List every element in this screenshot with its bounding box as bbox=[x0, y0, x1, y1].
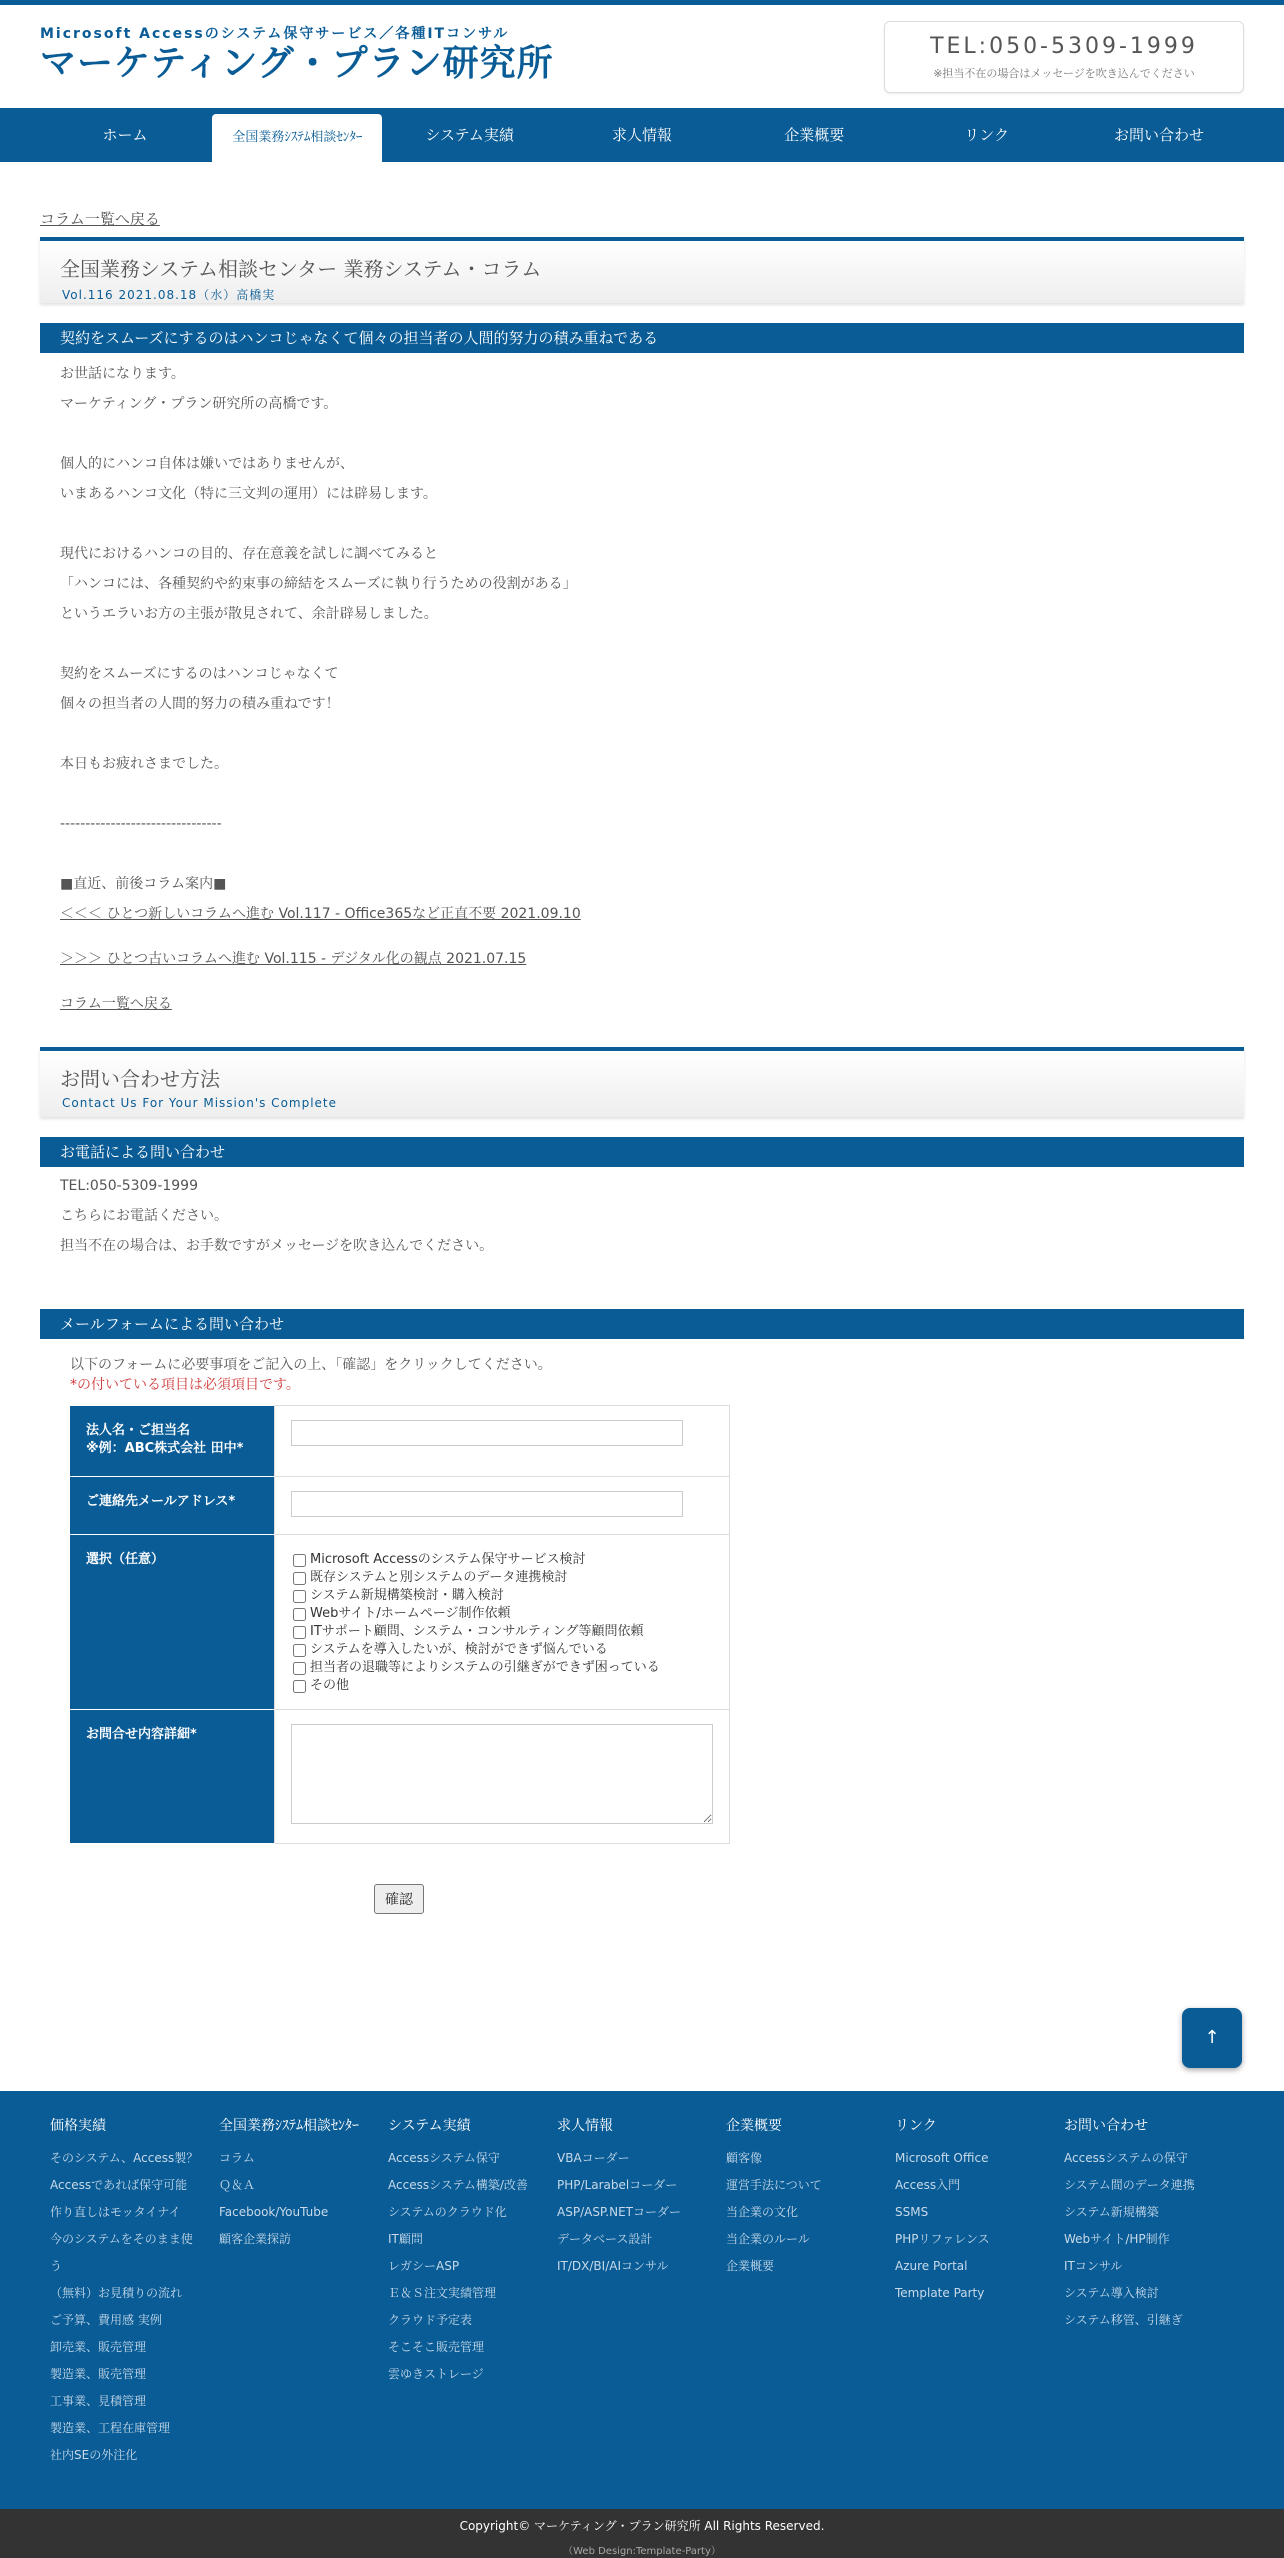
footer-link[interactable]: 工事業、見積管理 bbox=[50, 2394, 147, 2408]
article-line bbox=[60, 629, 1244, 659]
company-input[interactable] bbox=[291, 1420, 683, 1446]
contact-form bbox=[70, 1405, 730, 1844]
option-checkbox[interactable] bbox=[293, 1572, 306, 1585]
form-row-select bbox=[70, 1535, 730, 1710]
option-item[interactable] bbox=[291, 1659, 713, 1677]
footer-link[interactable]: システム移管、引継ぎ bbox=[1064, 2313, 1183, 2327]
option-item[interactable] bbox=[291, 1569, 713, 1587]
article-line bbox=[60, 839, 1244, 869]
option-checkbox[interactable] bbox=[293, 1680, 306, 1693]
form-row-company bbox=[70, 1406, 730, 1477]
footer-col-contact bbox=[1064, 2115, 1233, 2509]
footer-link[interactable]: Template Party bbox=[895, 2286, 985, 2300]
footer-heading[interactable]: 企業概要 bbox=[726, 2118, 782, 2134]
article-line: 個々の担当者の人間的努力の積み重ねです！ bbox=[60, 696, 340, 712]
site-footer bbox=[0, 2091, 1284, 2509]
footer-col-prices bbox=[50, 2115, 219, 2509]
form-row-email bbox=[70, 1477, 730, 1535]
contact-title: お問い合わせ方法 bbox=[60, 1067, 220, 1091]
footer-col-recruit bbox=[557, 2115, 726, 2509]
footer-col-company bbox=[726, 2115, 895, 2509]
article-title-box bbox=[40, 237, 1244, 303]
email-cell bbox=[275, 1477, 730, 1535]
footer-link[interactable]: （無料）お見積りの流れ bbox=[50, 2286, 183, 2300]
option-label: Microsoft Accessのシステム保守サービス検討 bbox=[310, 1552, 586, 1567]
nav-recruit[interactable]: 求人情報 bbox=[611, 126, 672, 144]
contact-title-box bbox=[40, 1047, 1244, 1117]
article-subtitle: Vol.116 2021.08.18（水）高橋実 bbox=[62, 288, 276, 302]
footer-link[interactable]: Accessであれば保守可能 bbox=[50, 2178, 188, 2192]
footer-heading[interactable]: 求人情報 bbox=[557, 2118, 613, 2134]
article-divider: -------------------------------- bbox=[60, 816, 222, 832]
tel-note: ※担当不在の場合はメッセージを吹き込んでください bbox=[933, 67, 1195, 80]
prev-column-link[interactable]: ＞＞＞ ひとつ古いコラムへ進む Vol.115 - デジタル化の観点 2021.07.15 bbox=[60, 951, 527, 967]
footer-link[interactable]: PHP/Larabelコーダー bbox=[557, 2178, 678, 2192]
footer-link[interactable]: レガシーASP bbox=[388, 2259, 460, 2273]
company-label bbox=[70, 1406, 275, 1477]
required-note: *の付いている項目は必須項目です。 bbox=[70, 1377, 300, 1393]
footer-link[interactable]: IT顧問 bbox=[388, 2232, 423, 2246]
footer-link[interactable]: そのシステム、Access製？ bbox=[50, 2151, 199, 2165]
arrow-up-icon: ↑ bbox=[1204, 2027, 1220, 2048]
option-label: その他 bbox=[310, 1678, 350, 1693]
article-line bbox=[60, 419, 1244, 449]
logo-subtitle: Microsoft Accessのシステム保守サービス／各種ITコンサル bbox=[40, 26, 510, 42]
option-checkbox[interactable] bbox=[293, 1554, 306, 1567]
site-logo[interactable] bbox=[40, 23, 554, 85]
article-line: 契約をスムーズにするのはハンコじゃなくて bbox=[60, 666, 339, 682]
footer-link[interactable]: クラウド予定表 bbox=[388, 2313, 473, 2327]
form-row-detail bbox=[70, 1710, 730, 1844]
phone-heading: お電話による問い合わせ bbox=[40, 1137, 1244, 1167]
nav-contact[interactable]: お問い合わせ bbox=[1113, 126, 1204, 144]
footer-link[interactable]: 企業概要 bbox=[726, 2259, 775, 2273]
footer-link[interactable]: 製造業、販売管理 bbox=[50, 2367, 147, 2381]
article-line bbox=[60, 719, 1244, 749]
footer-link[interactable]: Microsoft Office bbox=[895, 2151, 989, 2165]
option-checkbox[interactable] bbox=[293, 1608, 306, 1621]
form-intro bbox=[40, 1355, 1244, 1395]
option-label: 既存システムと別システムのデータ連携検討 bbox=[310, 1570, 568, 1585]
footer-link[interactable]: 社内SEの外注化 bbox=[50, 2448, 138, 2462]
option-checkbox[interactable] bbox=[293, 1626, 306, 1639]
option-item[interactable] bbox=[291, 1641, 713, 1659]
option-item[interactable] bbox=[291, 1551, 713, 1569]
footer-link[interactable]: 当企業のルール bbox=[726, 2232, 810, 2246]
footer-link[interactable]: Facebook/YouTube bbox=[219, 2205, 329, 2219]
phone-line: 担当不在の場合は、お手数ですがメッセージを吹き込んでください。 bbox=[60, 1238, 494, 1254]
site-header bbox=[0, 5, 1284, 103]
footer-link[interactable]: ITコンサル bbox=[1064, 2259, 1123, 2273]
footer-link[interactable]: データベース設計 bbox=[557, 2232, 653, 2246]
form-intro-text: 以下のフォームに必要事項をご記入の上、「確認」をクリックしてください。 bbox=[70, 1357, 552, 1373]
copyright-text: Copyright© マーケティング・プラン研究所 All Rights Reserved. bbox=[459, 2519, 825, 2533]
footer-link[interactable]: PHPリファレンス bbox=[895, 2232, 990, 2246]
nav-system-results[interactable]: システム実績 bbox=[425, 126, 514, 144]
select-label: 選択（任意） bbox=[70, 1535, 275, 1710]
contact-subtitle: Contact Us For Your Mission's Complete bbox=[62, 1096, 338, 1110]
article-line: 現代におけるハンコの目的、存在意義を試しに調べてみると bbox=[60, 546, 438, 562]
footer-link[interactable]: Accessシステム構築/改善 bbox=[388, 2178, 528, 2192]
footer-link[interactable]: Ｅ＆Ｓ注文実績管理 bbox=[388, 2286, 497, 2300]
footer-heading[interactable]: システム実績 bbox=[388, 2118, 471, 2134]
footer-link[interactable]: Accessシステムの保守 bbox=[1064, 2151, 1188, 2165]
article-line: マーケティング・プラン研究所の高橋です。 bbox=[60, 396, 338, 412]
footer-col-systems bbox=[388, 2115, 557, 2509]
company-label-example: ※例：ABC株式会社 田中* bbox=[86, 1440, 244, 1456]
next-column-link[interactable]: ＜＜＜ ひとつ新しいコラムへ進む Vol.117 - Office365など正直不要 2021.09.10 bbox=[60, 906, 581, 922]
option-item[interactable] bbox=[291, 1677, 713, 1695]
footer-link[interactable]: そこそこ販売管理 bbox=[388, 2340, 485, 2354]
footer-col-consult bbox=[219, 2115, 388, 2509]
footer-link[interactable]: 作り直しはモッタイナイ bbox=[50, 2205, 181, 2219]
detail-cell bbox=[275, 1710, 730, 1844]
company-cell bbox=[275, 1406, 730, 1477]
confirm-button[interactable]: 確認 bbox=[374, 1884, 424, 1914]
article-line: 個人的にハンコ自体は嫌いではありませんが、 bbox=[60, 456, 354, 472]
footer-col-links bbox=[895, 2115, 1064, 2509]
phone-info bbox=[40, 1171, 1244, 1261]
footer-link[interactable]: システム間のデータ連携 bbox=[1064, 2178, 1195, 2192]
option-item[interactable] bbox=[291, 1587, 713, 1605]
footer-heading[interactable]: お問い合わせ bbox=[1064, 2118, 1148, 2134]
article-title: 全国業務システム相談センター 業務システム・コラム bbox=[60, 257, 542, 281]
article-line: いまあるハンコ文化（特に三文判の運用）には辟易します。 bbox=[60, 486, 437, 502]
footer-link[interactable]: IT/DX/BI/AIコンサル bbox=[557, 2259, 669, 2273]
footer-link[interactable]: Accessシステム保守 bbox=[388, 2151, 500, 2165]
footer-link[interactable]: Ｑ＆Ａ bbox=[219, 2178, 256, 2192]
article-line bbox=[60, 779, 1244, 809]
nav-consult-center[interactable]: 全国業務ｼｽﾃﾑ相談ｾﾝﾀｰ bbox=[212, 114, 382, 162]
company-label-text: 法人名・ご担当名 bbox=[86, 1422, 191, 1438]
footer-heading[interactable]: リンク bbox=[895, 2118, 937, 2134]
article-body bbox=[40, 359, 1244, 1019]
footer-link[interactable]: ASP/ASP.NETコーダー bbox=[557, 2205, 682, 2219]
article-line: というエラいお方の主張が散見されて、余計辟易しました。 bbox=[60, 606, 438, 622]
footer-link[interactable]: システムのクラウド化 bbox=[388, 2205, 507, 2219]
option-label: Webサイト/ホームページ制作依頼 bbox=[310, 1606, 511, 1621]
footer-link[interactable]: 製造業、工程在庫管理 bbox=[50, 2421, 171, 2435]
article-line: 本日もお疲れさまでした。 bbox=[60, 756, 228, 772]
footer-link[interactable]: 卸売業、販売管理 bbox=[50, 2340, 147, 2354]
footer-link[interactable]: コラム bbox=[219, 2151, 255, 2165]
detail-textarea[interactable] bbox=[291, 1724, 713, 1824]
email-label: ご連絡先メールアドレス* bbox=[70, 1477, 275, 1535]
footer-link[interactable]: Azure Portal bbox=[895, 2259, 968, 2273]
footer-heading[interactable]: 全国業務ｼｽﾃﾑ相談ｾﾝﾀｰ bbox=[219, 2118, 359, 2134]
column-list-back-link-bottom[interactable]: コラム一覧へ戻る bbox=[60, 996, 172, 1012]
nav-home[interactable]: ホーム bbox=[102, 126, 148, 144]
option-label: システム新規構築検討・購入検討 bbox=[310, 1588, 504, 1603]
footer-link[interactable]: Access入門 bbox=[895, 2178, 961, 2192]
option-item[interactable] bbox=[291, 1623, 713, 1641]
mailform-heading: メールフォームによる問い合わせ bbox=[40, 1309, 1244, 1339]
detail-label: お問合せ内容詳細* bbox=[70, 1710, 275, 1844]
copyright-bar bbox=[0, 2509, 1284, 2558]
article-heading: 契約をスムーズにするのはハンコじゃなくて個々の担当者の人間的努力の積み重ねである bbox=[40, 323, 1244, 353]
footer-link[interactable]: Webサイト/HP制作 bbox=[1064, 2232, 1170, 2246]
main-content bbox=[40, 162, 1244, 1914]
tel-box bbox=[884, 21, 1244, 93]
nav-company[interactable]: 企業概要 bbox=[784, 126, 845, 144]
design-credit[interactable]: （Web Design:Template-Party） bbox=[563, 2546, 721, 2557]
footer-link[interactable]: VBAコーダー bbox=[557, 2151, 630, 2165]
option-checkbox[interactable] bbox=[293, 1590, 306, 1603]
phone-line: TEL:050-5309-1999 bbox=[60, 1178, 198, 1194]
article-line: お世話になります。 bbox=[60, 366, 185, 382]
footer-link[interactable]: 運営手法について bbox=[726, 2178, 822, 2192]
logo-title: マーケティング・プラン研究所 bbox=[40, 43, 554, 84]
select-cell bbox=[275, 1535, 730, 1710]
column-list-back-link[interactable]: コラム一覧へ戻る bbox=[40, 210, 160, 228]
tel-number: TEL:050-5309-1999 bbox=[930, 34, 1198, 59]
email-input[interactable] bbox=[291, 1491, 683, 1517]
article-line: ■直近、前後コラム案内■ bbox=[60, 876, 227, 892]
footer-link[interactable]: 今のシステムをそのまま使う bbox=[50, 2232, 193, 2273]
article-line: 「ハンコには、各種契約や約束事の締結をスムーズに執り行うための役割がある」 bbox=[60, 576, 577, 592]
phone-line: こちらにお電話ください。 bbox=[60, 1208, 228, 1224]
footer-heading[interactable]: 価格実績 bbox=[50, 2118, 106, 2134]
option-checkbox[interactable] bbox=[293, 1644, 306, 1657]
option-label: 担当者の退職等によりシステムの引継ぎができず困っている bbox=[310, 1660, 660, 1675]
footer-link[interactable]: ご予算、費用感 実例 bbox=[50, 2313, 162, 2327]
option-checkbox[interactable] bbox=[293, 1662, 306, 1675]
scroll-top-button[interactable] bbox=[1182, 2008, 1242, 2068]
footer-link[interactable]: システム導入検討 bbox=[1064, 2286, 1159, 2300]
option-item[interactable] bbox=[291, 1605, 713, 1623]
footer-link[interactable]: 当企業の文化 bbox=[726, 2205, 799, 2219]
footer-link[interactable]: SSMS bbox=[895, 2205, 929, 2219]
nav-links[interactable]: リンク bbox=[964, 126, 1009, 144]
main-nav bbox=[0, 108, 1284, 162]
option-label: システムを導入したいが、検討ができず悩んでいる bbox=[310, 1642, 608, 1657]
footer-link[interactable]: 顧客企業探訪 bbox=[219, 2232, 292, 2246]
option-label: ITサポート顧問、システム・コンサルティング等顧問依頼 bbox=[310, 1624, 644, 1639]
article-line bbox=[60, 509, 1244, 539]
footer-link[interactable]: 雲ゆきストレージ bbox=[388, 2367, 484, 2381]
footer-link[interactable]: システム新規構築 bbox=[1064, 2205, 1159, 2219]
footer-link[interactable]: 顧客像 bbox=[726, 2151, 763, 2165]
